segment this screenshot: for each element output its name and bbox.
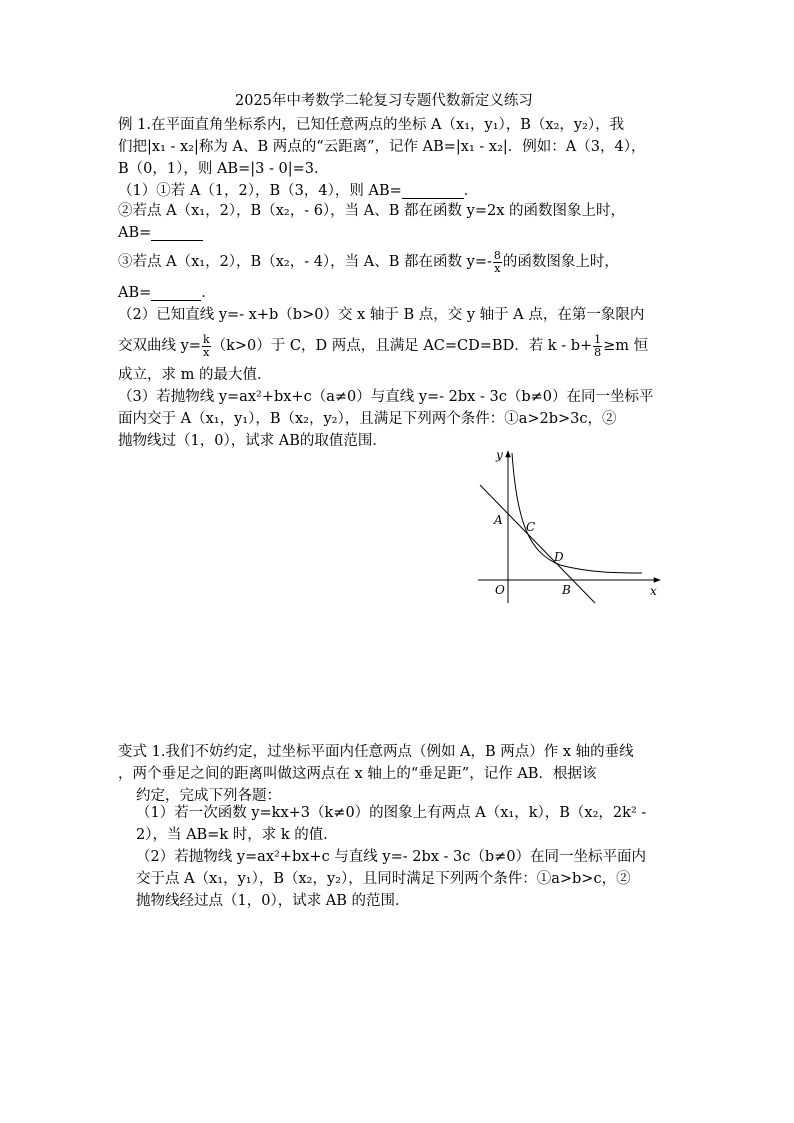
q2-line-1: （2）已知直线 y=- x+b（b>0）交 x 轴于 B 点，交 y 轴于 A 点，在第一象限内 [118, 307, 645, 323]
q2-text-mid: （k>0）于 C，D 两点，且满足 AC=CD=BD．若 k - b+ [211, 338, 593, 355]
q2-line-2 [118, 334, 648, 358]
fraction-8-over-x [493, 250, 502, 274]
fraction-denominator: x [203, 345, 210, 359]
q1a-line: （1）①若 A（1，2），B（3，4），则 AB= ． [118, 183, 479, 199]
fraction-numerator: 8 [493, 249, 501, 262]
var1-line-8: 抛物线经过点（1，0），试求 AB 的范围． [136, 893, 410, 909]
q1b-answer-line [118, 226, 203, 241]
q1b-answer-label: AB= [118, 225, 152, 241]
var1-line-1: 变式 1.我们不妨约定，过坐标平面内任意两点（例如 A，B 两点）作 x 轴的垂线 [118, 744, 634, 760]
fraction-numerator: 1 [594, 333, 602, 346]
var1-line-3: 约定，完成下列各题： [136, 788, 281, 804]
q1c-line [118, 250, 619, 274]
y-axis-label: y [496, 448, 503, 462]
var1-line-5: 2），当 AB=k 时，求 k 的值． [136, 827, 338, 843]
q1c-answer-line: AB= ． [118, 285, 216, 301]
q1a-text: （1）①若 A（1，2），B（3，4），则 AB= [118, 183, 402, 199]
origin-label: O [495, 583, 505, 597]
page-title: 2025年中考数学二轮复习专题代数新定义练习 [235, 93, 533, 109]
q1b-answer-blank[interactable] [151, 240, 203, 241]
ex1-line-2: 们把|x₁ - x₂|称为 A、B 两点的“云距离”，记作 AB=|x₁ - x₂|．例如：A（3，4）， [118, 139, 646, 155]
q1c-text-post: 的函数图象上时， [502, 254, 619, 271]
var1-line-6: （2）若抛物线 y=ax²+bx+c 与直线 y=- 2bx - 3c（b≠0）在同一坐标平面内 [136, 849, 647, 865]
q2-text-post: ≥m 恒 [603, 338, 649, 355]
point-c-label: C [526, 520, 536, 534]
q3-line-2: 面内交于 A（x₁，y₁），B（x₂，y₂），且满足下列两个条件：①a>2b>3c，② [118, 411, 617, 427]
q1a-answer-blank[interactable] [402, 198, 464, 199]
fraction-numerator: k [202, 333, 210, 346]
q1b-line: ②若点 A（x₁，2），B（x₂，- 6），当 A、B 都在函数 y=2x 的函数图象上时， [118, 203, 625, 219]
q1c-answer-blank[interactable] [151, 300, 201, 301]
var1-line-2: ，两个垂足之间的距离叫做这两点在 x 轴上的“垂足距”，记作 AB．根据该 [118, 766, 597, 782]
q2-text-pre: 交双曲线 y= [118, 338, 201, 355]
hyperbola-line-graph [470, 445, 670, 605]
fraction-k-over-x [202, 334, 211, 358]
var1-line-7: 交于点 A（x₁，y₁），B（x₂，y₂），且同时满足下列两个条件：①a>b>c，② [136, 871, 631, 887]
q1c-text-pre: ③若点 A（x₁，2），B（x₂，- 4），当 A、B 都在函数 y=- [118, 254, 492, 271]
fraction-denominator: x [494, 261, 501, 275]
q1c-answer-label: AB= [118, 285, 152, 301]
fraction-1-over-8 [593, 334, 602, 358]
ex1-line-3: B（0，1），则 AB=|3 - 0|=3． [118, 161, 329, 177]
fraction-denominator: 8 [594, 345, 602, 359]
ex1-line-1: 例 1.在平面直角坐标系内，已知任意两点的坐标 A（x₁，y₁），B（x₂，y₂），我 [118, 117, 625, 133]
point-b-label: B [562, 583, 571, 597]
q3-line-3: 抛物线过（1，0），试求 AB的取值范围． [118, 433, 387, 449]
point-a-label: A [494, 513, 503, 527]
point-d-label: D [554, 550, 564, 564]
hyperbola-curve [512, 453, 642, 573]
x-axis-label: x [650, 584, 657, 598]
var1-line-4: （1）若一次函数 y=kx+3（k≠0）的图象上有两点 A（x₁，k），B（x₂，2k² - [136, 805, 647, 821]
q3-line-1: （3）若抛物线 y=ax²+bx+c（a≠0）与直线 y=- 2bx - 3c（b≠0）在同一坐标平 [118, 389, 654, 405]
q2-line-3: 成立，求 m 的最大值． [118, 367, 272, 383]
